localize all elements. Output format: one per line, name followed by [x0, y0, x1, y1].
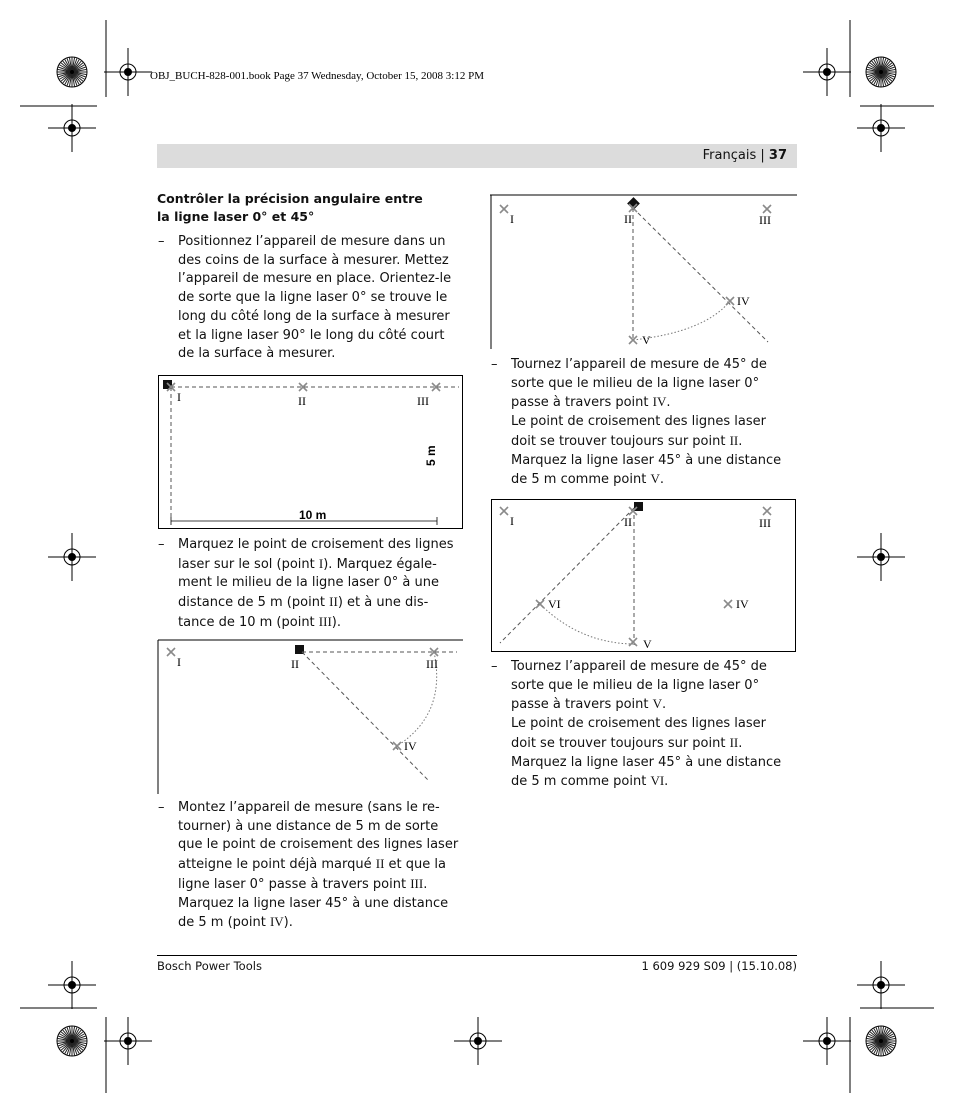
text-line: Positionnez l’appareil de mesure dans un: [178, 234, 446, 249]
label-10m: 10 m: [299, 508, 327, 522]
text-line: tourner) à une distance de 5 m de sorte: [178, 818, 439, 834]
label-point-iii: III: [759, 516, 771, 530]
text-line: doit se trouver toujours sur point II.: [511, 432, 743, 449]
text-line: de 5 m (point IV).: [178, 914, 293, 931]
label-point-ii: II: [298, 394, 306, 408]
text-line: Marquez la ligne laser 45° à une distance: [511, 452, 782, 468]
text-line: atteigne le point déjà marqué II et que la: [178, 856, 446, 873]
print-info: OBJ_BUCH-828-001.book Page 37 Wednesday, October 15, 2008 3:12 PM: [150, 70, 484, 82]
text-line: de sorte que la ligne laser 0° se trouve le: [178, 290, 448, 306]
figure-frame: [492, 500, 796, 652]
text-line: Le point de croisement des lignes laser: [511, 716, 766, 732]
label-point-v: V: [643, 637, 652, 651]
text-line: doit se trouver toujours sur point II.: [511, 734, 743, 751]
crosshair-target-icon: [454, 1017, 502, 1065]
instruction-step-1: [158, 233, 463, 364]
label-point-vi: VI: [548, 597, 561, 611]
bullet-dash: –: [158, 537, 165, 552]
label-point-ii: II: [624, 515, 632, 529]
text-line: distance de 5 m (point II) et à une dis-: [178, 594, 429, 611]
label-point-iii: III: [426, 657, 438, 671]
label-point-v: V: [642, 333, 651, 347]
label-point-i: I: [177, 390, 181, 404]
title-line-1: Contrôler la précision angulaire entre: [157, 191, 423, 206]
footer-doc-number: 1 609 929 S09 | (15.10.08): [641, 959, 797, 973]
text-line: de 5 m comme point V.: [511, 471, 664, 488]
bullet-dash: –: [158, 800, 165, 815]
label-point-i: I: [510, 514, 514, 528]
crosshair-target-icon: [48, 961, 96, 1009]
diagram-rectangle-10x5: [157, 374, 464, 530]
text-line: Le point de croisement des lignes laser: [511, 414, 766, 430]
title-line-2: la ligne laser 0° et 45°: [157, 209, 315, 224]
bullet-dash: –: [158, 234, 165, 249]
diagram-45-mark-iv: [157, 639, 464, 795]
label-point-ii: II: [624, 212, 632, 226]
text-line: de la surface à mesurer.: [178, 346, 336, 362]
instruction-step-3: [158, 799, 463, 933]
label-point-i: I: [510, 212, 514, 226]
bullet-dash: –: [491, 659, 498, 674]
instruction-step-5: [491, 658, 796, 792]
text-line: Marquez la ligne laser 45° à une distance: [178, 895, 449, 911]
starburst-mark-icon: [57, 1026, 87, 1056]
crosshair-target-icon: [857, 533, 905, 581]
text-line: sorte que le milieu de la ligne laser 0°: [511, 375, 760, 391]
crosshair-target-icon: [857, 104, 905, 152]
laser-line-45: [500, 508, 634, 643]
laser-line-45: [633, 208, 768, 342]
text-line: tance de 10 m (point III).: [178, 613, 342, 630]
footer-publisher: Bosch Power Tools: [157, 959, 262, 973]
text-line: et la ligne laser 90° le long du côté court: [178, 327, 445, 343]
instruction-step-4: [491, 356, 796, 490]
label-point-ii: II: [291, 657, 299, 671]
label-point-iv: IV: [404, 739, 417, 753]
crosshair-target-icon: [857, 961, 905, 1009]
footer-rule: [157, 955, 797, 956]
text-line: Tournez l’appareil de mesure de 45° de: [511, 659, 767, 674]
page-header: [157, 144, 797, 168]
text-line: ment le milieu de la ligne laser 0° à une: [178, 575, 439, 591]
label-point-iii: III: [759, 213, 771, 227]
crosshair-target-icon: [104, 1017, 152, 1065]
text-line: que le point de croisement des lignes laser: [178, 837, 459, 853]
starburst-mark-icon: [57, 57, 87, 87]
text-line: long du côté long de la surface à mesurer: [178, 308, 450, 324]
diagram-45-mark-vi: [490, 498, 797, 654]
text-line: Marquez la ligne laser 45° à une distance: [511, 754, 782, 770]
bullet-dash: –: [491, 357, 498, 372]
page-number: 37: [768, 148, 787, 163]
text-line: Tournez l’appareil de mesure de 45° de: [511, 357, 767, 372]
diagram-45-mark-v: [490, 194, 797, 350]
laser-line-45: [302, 652, 429, 781]
text-line: Montez l’appareil de mesure (sans le re-: [178, 800, 440, 815]
label-point-i: I: [177, 655, 181, 669]
text-line: passe à travers point V.: [511, 696, 667, 713]
text-line: Marquez le point de croisement des lignes: [178, 537, 454, 552]
crosshair-target-icon: [803, 1017, 851, 1065]
text-line: des coins de la surface à mesurer. Mettez: [178, 252, 449, 268]
section-title: [157, 190, 457, 226]
label-point-iii: III: [417, 394, 429, 408]
crosshair-target-icon: [48, 104, 96, 152]
text-line: de 5 m comme point VI.: [511, 773, 669, 790]
starburst-mark-icon: [866, 1026, 896, 1056]
crosshair-target-icon: [104, 48, 152, 96]
crosshair-target-icon: [48, 533, 96, 581]
header-text: [703, 148, 787, 163]
text-line: ligne laser 0° passe à travers point III.: [178, 875, 428, 892]
text-line: laser sur le sol (point I). Marquez égale-: [178, 555, 437, 572]
text-line: sorte que le milieu de la ligne laser 0°: [511, 677, 760, 693]
header-separator: |: [760, 148, 765, 163]
label-5m: 5 m: [424, 445, 438, 466]
instruction-step-2: [158, 536, 463, 633]
header-language: Français: [702, 148, 757, 163]
crosshair-target-icon: [803, 48, 851, 96]
starburst-mark-icon: [866, 57, 896, 87]
label-point-iv: IV: [737, 294, 750, 308]
label-point-iv: IV: [736, 597, 749, 611]
text-line: passe à travers point IV.: [511, 394, 671, 411]
text-line: l’appareil de mesure en place. Orientez-le: [178, 271, 452, 287]
